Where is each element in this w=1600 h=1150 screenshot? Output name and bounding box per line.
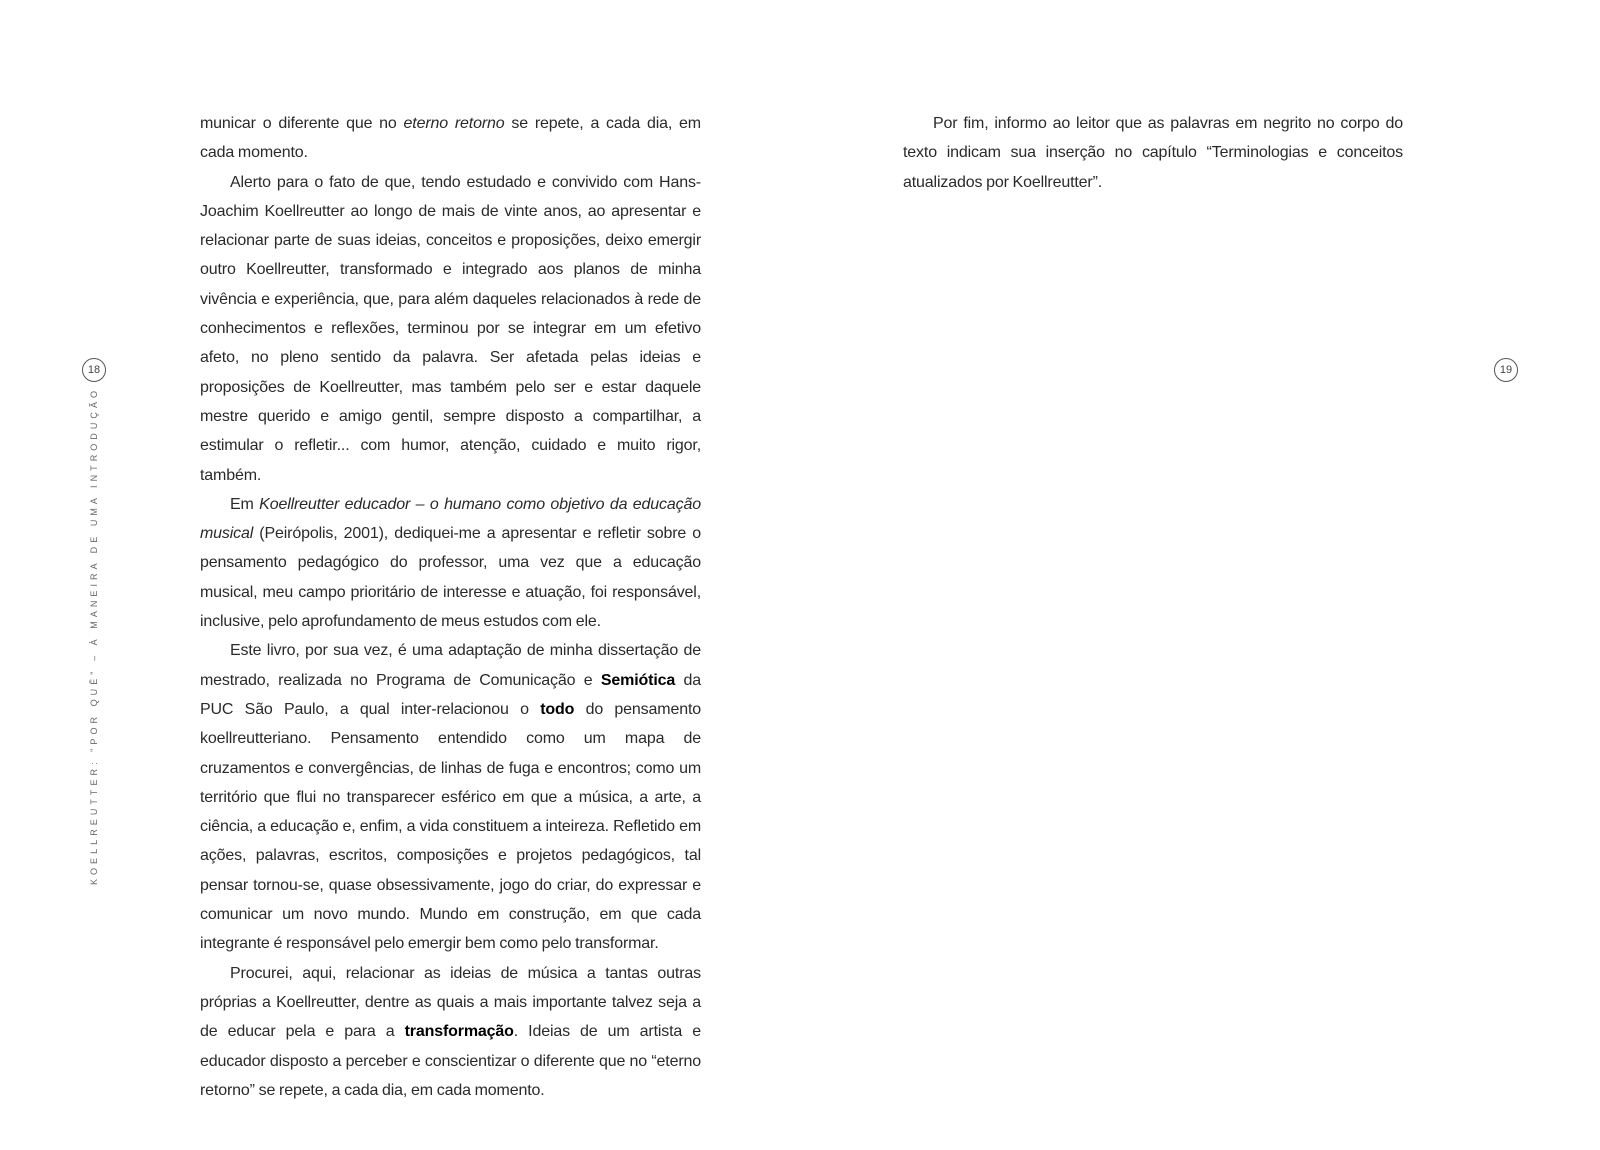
paragraph-3	[200, 490, 701, 636]
paragraph-1-text-a: municar o diferente que no	[200, 115, 404, 132]
paragraph-1-text-c: se repete, a cada dia, em cada momento.	[200, 115, 701, 162]
term-semiotica: Semiótica	[600, 671, 676, 689]
paragraph-4	[200, 636, 701, 958]
page-number-left: 18	[82, 358, 106, 382]
term-todo: todo	[540, 700, 575, 718]
paragraph-right-1: Por fim, informo ao leitor que as palavras em negrito no corpo do texto indicam sua inserção no capítulo “Terminologias e conceitos atualizados por Koellreutter”.	[903, 115, 1403, 191]
paragraph-3-text-a: Em	[230, 495, 260, 513]
paragraph-4-text-c: da PUC São Paulo, a qual inter-relacionou o	[200, 671, 701, 718]
paragraph-3-text-c: (Peirópolis, 2001), dediquei-me a apresentar e refletir sobre o pensamento pedagógico do professor, uma vez que a educação musical, meu campo prioritário de interesse e atuação, foi responsável, inclusive, pelo aprofundamento de meus estudos com ele.	[200, 525, 701, 631]
paragraph-5	[200, 959, 701, 1105]
paragraph-2: Alerto para o fato de que, tendo estudado e convivido com Hans-Joachim Koellreutter ao longo de mais de vinte anos, ao apresentar e relacionar parte de suas ideias, conceitos e proposições, deixo emergir outro Koellreutter, transformado e integrado aos planos de minha vivência e experiência, que, para além daqueles relacionados à rede de conhecimentos e reflexões, terminou por se integrar em um efetivo afeto, no pleno sentido da palavra. Ser afetada pelas ideias e proposições de Koellreutter, mas também pelo ser e estar daquele mestre querido e amigo gentil, sempre disposto a compartilhar, a estimular o refletir... com humor, atenção, cuidado e muito rigor, também.	[200, 173, 701, 484]
paragraph-1	[200, 109, 701, 168]
paragraph-4-text-e: do pensamento koellreutteriano. Pensamento entendido como um mapa de cruzamentos e convergências, de linhas de fuga e encontros; como um território que flui no transparecer esférico em que a música, a arte, a ciência, a educação e, enfim, a vida constituem a inteireza. Refletido em ações, palavras, escritos, composições e projetos pedagógicos, tal pensar tornou-se, quase obsessivamente, jogo do criar, do expressar e comunicar um novo mundo. Mundo em construção, em que cada integrante é responsável pelo emergir bem como pelo transformar.	[200, 700, 701, 953]
paragraph-4-text-a: Este livro, por sua vez, é uma adaptação de minha dissertação de mestrado, realizada no Programa de Comunicação e	[200, 642, 701, 689]
paragraph-3-book-title: Koellreutter educador – o humano como objetivo da educação musical	[200, 495, 701, 543]
right-page	[800, 0, 1600, 1150]
paragraph-1-italic: eterno retorno	[403, 115, 505, 132]
left-text-column	[200, 109, 701, 1105]
paragraph-5-text-c: . Ideias de um artista e educador disposto a perceber e conscientizar o diferente que no “eterno retorno” se repete, a cada dia, em cada momento.	[200, 1023, 701, 1099]
right-text-column	[903, 109, 1403, 197]
page-number-right: 19	[1494, 358, 1518, 382]
term-transformacao: transformação	[404, 1023, 514, 1041]
paragraph-5-text-a: Procurei, aqui, relacionar as ideias de música a tantas outras próprias a Koellreutter, dentre as quais a mais importante talvez seja a de educar pela e para a	[200, 964, 701, 1041]
running-head-text: KOELLREUTTER: "POR QUÊ" – À MANEIRA DE UMA INTRODUÇÃO	[89, 386, 99, 886]
